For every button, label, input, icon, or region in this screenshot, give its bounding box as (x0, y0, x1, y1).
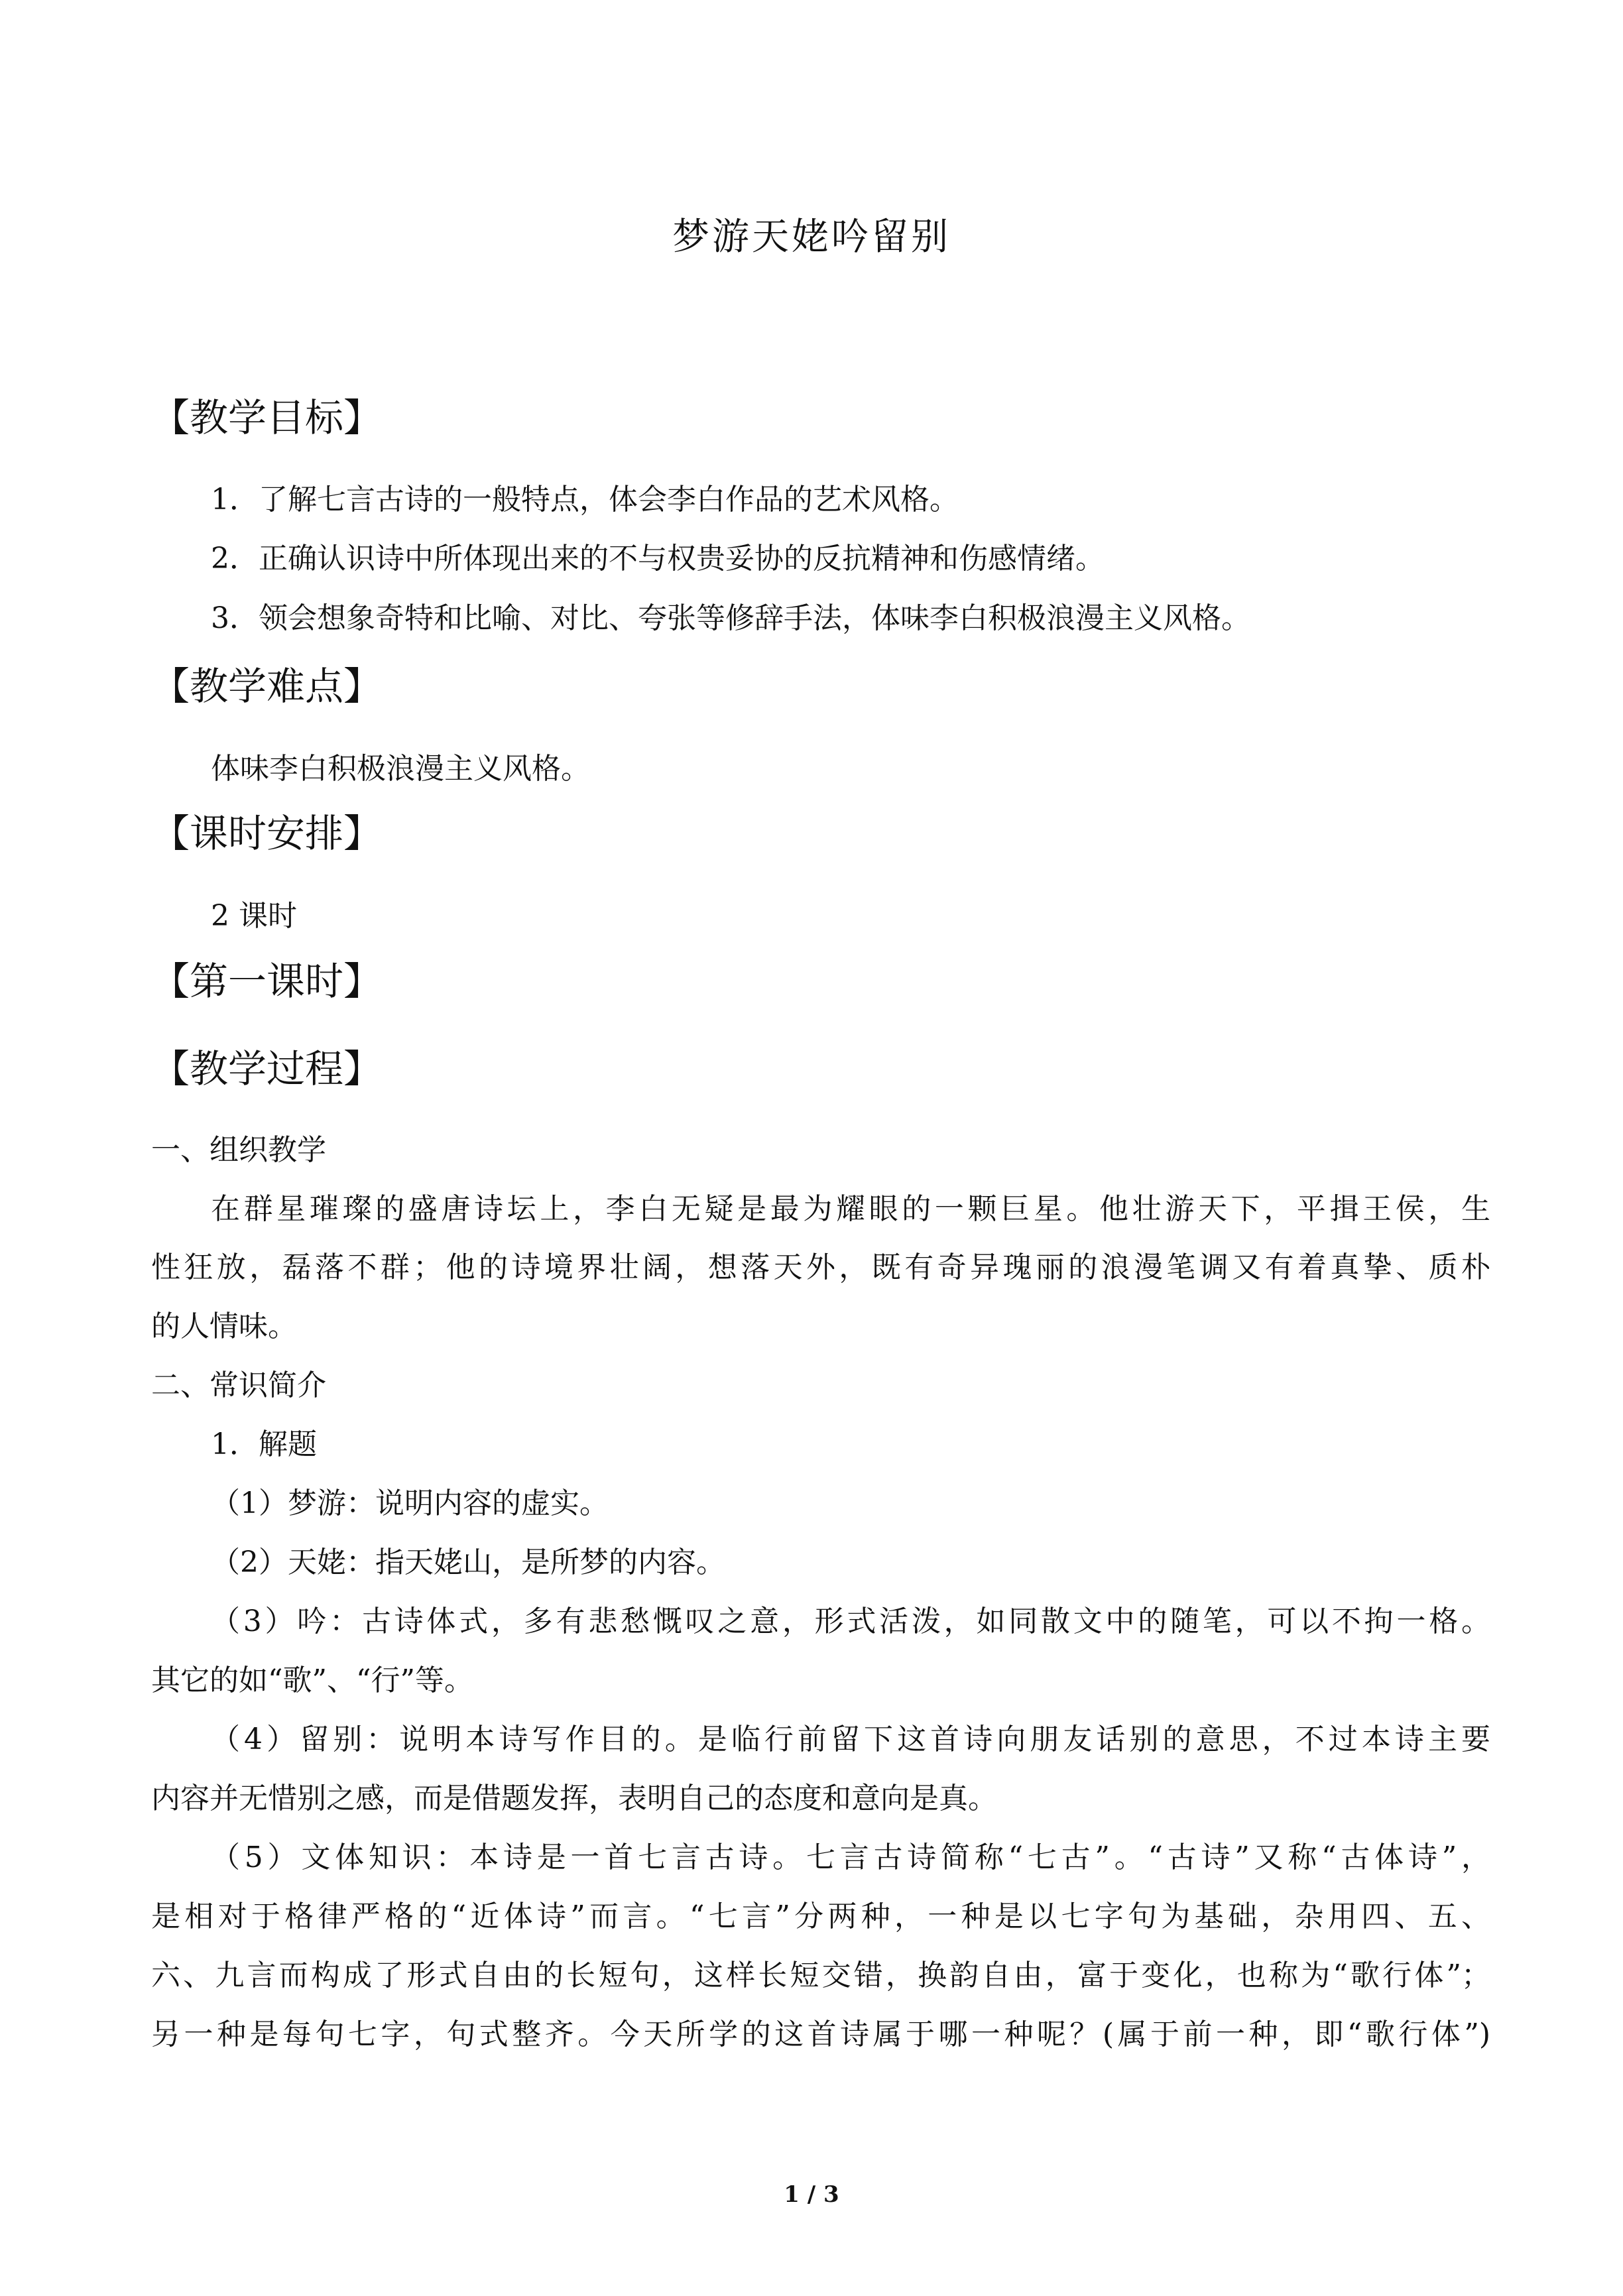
part-1-title: 一、组织教学 (151, 1133, 326, 1167)
page-number: 1 / 3 (784, 2181, 839, 2208)
explain-item-4-line-2: 内容并无惜别之感，而是借题发挥，表明自己的态度和意向是真。 (151, 1782, 997, 1815)
section-heading-lesson-1: 【第一课时】 (151, 959, 383, 1004)
explain-item-5-line-3: 六、九言而构成了形式自由的长短句，这样长短交错，换韵自由，富于变化，也称为“歌行体”； (151, 1959, 1490, 1992)
section-heading-difficulty: 【教学难点】 (151, 664, 383, 709)
explain-item-5-line-1: （5）文体知识：本诗是一首七言古诗。七言古诗简称“七古”。“古诗”又称“古体诗”， (211, 1841, 1490, 1874)
section-heading-schedule: 【课时安排】 (151, 811, 383, 856)
explain-item-2: （2）天姥：指天姥山，是所梦的内容。 (211, 1545, 725, 1579)
explain-item-1: （1）梦游：说明内容的虚实。 (211, 1486, 609, 1520)
part-1-line-1: 在群星璀璨的盛唐诗坛上，李白无疑是最为耀眼的一颗巨星。他壮游天下，平揖王侯，生 (211, 1192, 1490, 1226)
section-heading-goals: 【教学目标】 (151, 395, 383, 440)
section-heading-process: 【教学过程】 (151, 1046, 383, 1091)
explain-item-4-line-1: （4）留别：说明本诗写作目的。是临行前留下这首诗向朋友话别的意思，不过本诗主要 (211, 1722, 1490, 1756)
goal-item-2: 2．正确认识诗中所体现出来的不与权贵妥协的反抗精神和伤感情绪。 (211, 542, 1105, 575)
difficulty-text: 体味李白积极浪漫主义风格。 (211, 752, 590, 786)
explain-item-3-line-2: 其它的如“歌”、“行”等。 (151, 1663, 473, 1697)
goal-item-3: 3．领会想象奇特和比喻、对比、夸张等修辞手法，体味李白积极浪漫主义风格。 (211, 601, 1250, 635)
document-title: 梦游天姥吟留别 (672, 215, 951, 259)
schedule-text: 2 课时 (211, 899, 297, 933)
part-1-line-2: 性狂放，磊落不群；他的诗境界壮阔，想落天外，既有奇异瑰丽的浪漫笔调又有着真挚、质朴 (151, 1250, 1490, 1284)
explain-item-5-line-4: 另一种是每句七字，句式整齐。今天所学的这首诗属于哪一种呢？(属于前一种，即“歌行体”) (151, 2018, 1490, 2051)
part-2-sub-1: 1．解题 (211, 1427, 317, 1461)
part-1-line-3: 的人情味。 (151, 1309, 297, 1343)
explain-item-5-line-2: 是相对于格律严格的“近体诗”而言。“七言”分两种，一种是以七字句为基础，杂用四、五、 (151, 1900, 1490, 1933)
part-2-title: 二、常识简介 (151, 1368, 326, 1402)
goal-item-1: 1．了解七言古诗的一般特点，体会李白作品的艺术风格。 (211, 483, 959, 516)
explain-item-3-line-1: （3）吟：古诗体式，多有悲愁慨叹之意，形式活泼，如同散文中的随笔，可以不拘一格。 (211, 1604, 1490, 1638)
